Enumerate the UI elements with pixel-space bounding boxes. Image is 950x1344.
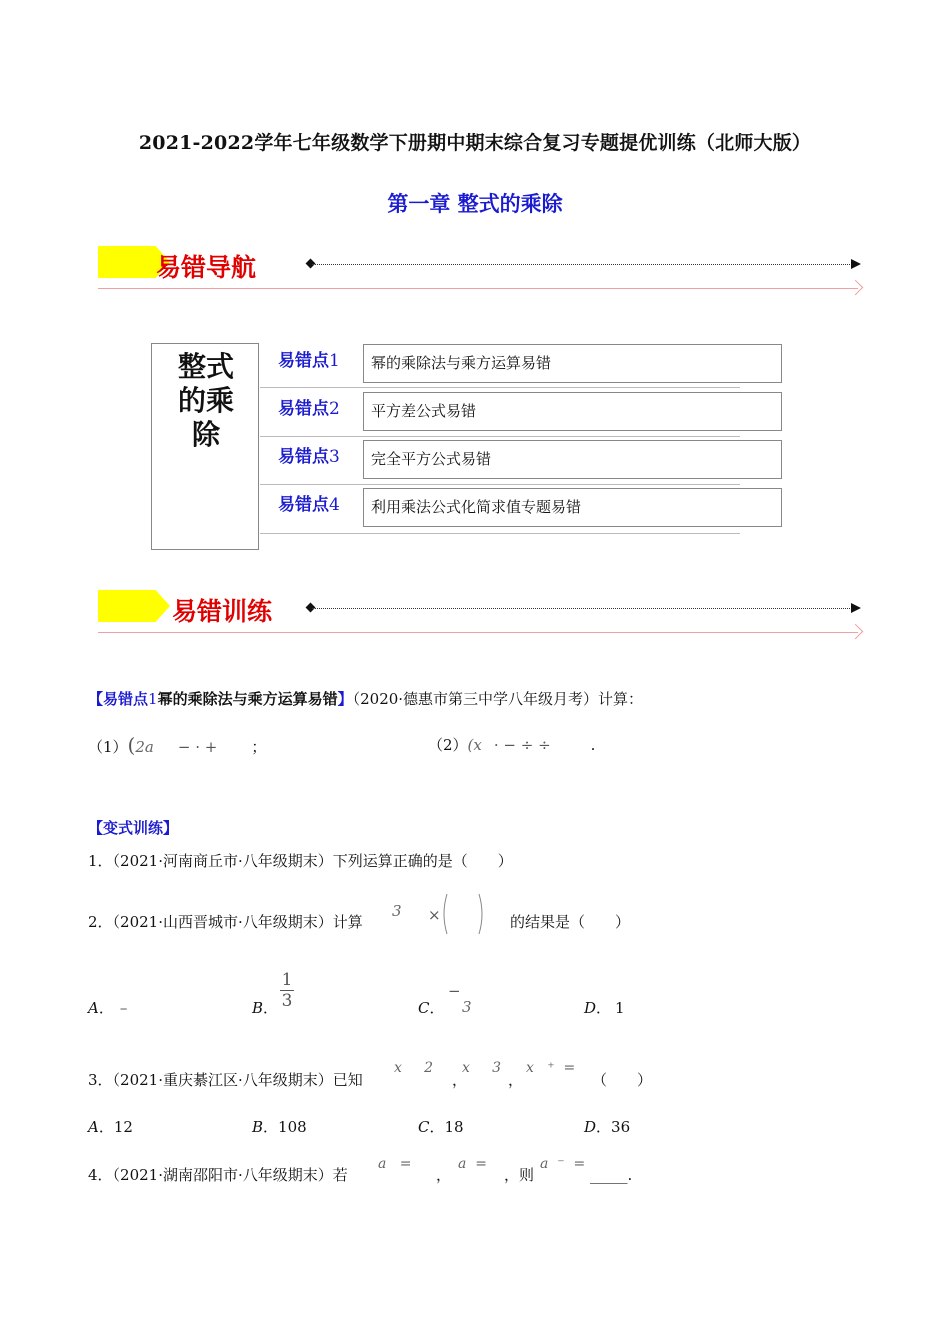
point-label-1: 易错点1 (278, 351, 340, 371)
separator (260, 484, 740, 485)
point-label-3: 易错点3 (278, 447, 340, 467)
document-title: 2021-2022学年七年级数学下册期中期末综合复习专题提优训练（北师大版） (138, 132, 812, 154)
yellow-flag-icon (98, 590, 170, 622)
q3-paren: （ ） (592, 1071, 653, 1089)
banner-nav (98, 246, 868, 306)
pink-divider (98, 288, 858, 289)
topic-box (151, 343, 259, 550)
q3-choice-d: D．36 (584, 1118, 631, 1136)
q3-frag-2: x 3 (462, 1060, 502, 1076)
q2-choice-a: A． – (88, 999, 128, 1017)
q3-frag-3: x ⁺ = (526, 1060, 576, 1076)
q4-frag-3: a ⁻ = (540, 1156, 586, 1172)
example-item-2: （2）(x · − ÷ ÷ . (428, 736, 596, 754)
q2-expr: 3 (392, 902, 402, 920)
q4-mid: ，则 (504, 1166, 535, 1184)
separator (260, 436, 740, 437)
q3-comma-1: ， (452, 1071, 468, 1089)
separator (260, 533, 740, 534)
q2-choice-d: D． 1 (584, 999, 625, 1017)
question-2: 2．（2021·山西晋城市·八年级期末）计算 (88, 913, 363, 931)
q4-comma: ， (436, 1166, 452, 1184)
q4-frag-1: a = (378, 1156, 412, 1172)
q2-fraction-b: 1 3 (281, 970, 293, 1011)
q2-times: × (428, 906, 441, 924)
point-desc-4: 利用乘法公式化简求值专题易错 (363, 488, 782, 527)
q2-tail: 的结果是（ ） (510, 913, 631, 931)
variant-heading: 【变式训练】 (88, 819, 179, 837)
q2-choice-b: B． (252, 999, 279, 1017)
chapter-title: 第一章 整式的乘除 (387, 191, 563, 216)
arrow-right-icon (851, 259, 861, 269)
point-label-4: 易错点4 (278, 495, 340, 515)
example-item-1: （1）(2a − · + ； (88, 733, 267, 757)
q4-blank: _____. (590, 1166, 633, 1184)
q4-frag-2: a = (458, 1156, 487, 1172)
arrow-right-icon (851, 603, 861, 613)
pink-arrow-icon (848, 624, 864, 640)
point-desc-1: 幂的乘除法与乘方运算易错 (363, 344, 782, 383)
q2-choice-c: C． (418, 999, 445, 1017)
separator (260, 387, 740, 388)
question-3: 3．（2021·重庆綦江区·八年级期末）已知 (88, 1071, 363, 1089)
question-4: 4．（2021·湖南邵阳市·八年级期末）若 (88, 1166, 348, 1184)
q3-comma-2: ， (508, 1071, 524, 1089)
example-heading: 【易错点1幂的乘除法与乘方运算易错】（2020·德惠市第三中学八年级月考）计算： (88, 690, 644, 708)
banner-training-label: 易错训练 (172, 597, 273, 626)
q2-choice-c-den: 3 (462, 998, 472, 1016)
q2-bracket (439, 890, 487, 938)
banner-nav-label: 易错导航 (156, 253, 257, 282)
q3-choice-b: B．108 (252, 1118, 307, 1136)
q3-choice-c: C．18 (418, 1118, 464, 1136)
q2-choice-c-sign: − (448, 982, 461, 1000)
banner-training (98, 590, 868, 650)
dotted-divider (312, 264, 852, 265)
pink-arrow-icon (848, 280, 864, 296)
q3-choice-a: A．12 (88, 1118, 133, 1136)
point-desc-2: 平方差公式易错 (363, 392, 782, 431)
point-label-2: 易错点2 (278, 399, 340, 419)
point-desc-3: 完全平方公式易错 (363, 440, 782, 479)
q3-frag-1: x 2 (394, 1060, 434, 1076)
question-1: 1．（2021·河南商丘市·八年级期末）下列运算正确的是（ ） (88, 852, 513, 870)
topic-title: 整式 的乘 除 (177, 350, 234, 451)
dotted-divider (312, 608, 852, 609)
pink-divider (98, 632, 858, 633)
